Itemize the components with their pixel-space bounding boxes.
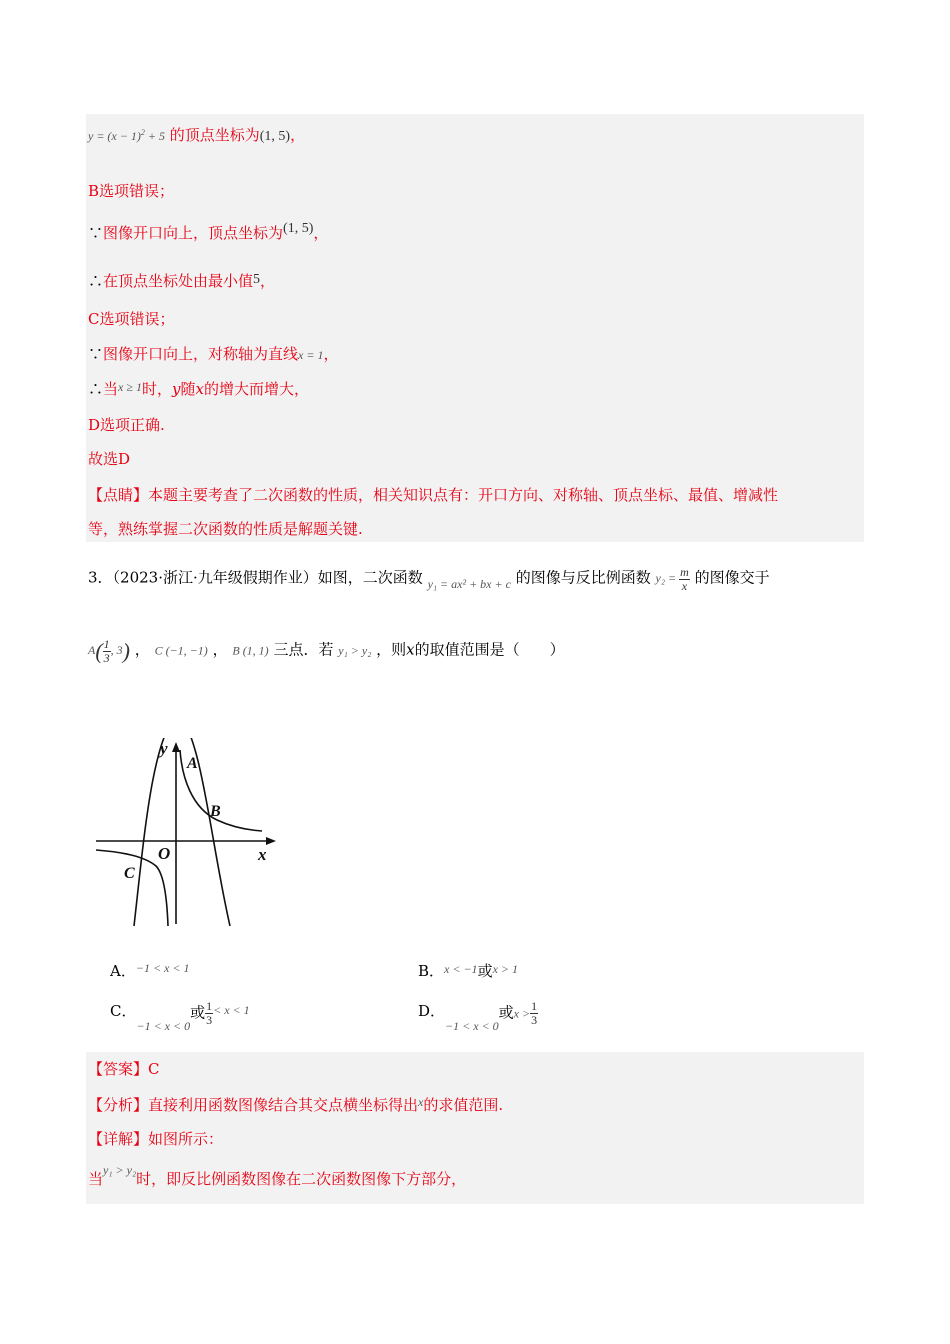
question-source: （2023·浙江·九年级假期作业） — [112, 568, 318, 587]
function-graph — [92, 738, 282, 928]
question-line-1: 3．（2023·浙江·九年级假期作业）如图，二次函数 $_{y_1 = ax^2 + bx + c}$ 的图像与反比例函数 y₂ = $\frac{m}{x}$ 的图像交于 — [88, 565, 770, 593]
equation-vertex-form: $y = (x - 1)^2 + 5$ — [88, 128, 165, 143]
point-c: C (−1, −1) — [154, 643, 208, 658]
point-b: B (1, 1) — [232, 643, 269, 658]
solution-line-5: C选项错误； — [88, 310, 175, 328]
comment-line-2: 等，熟练掌握二次函数的性质是解题关键. — [88, 520, 363, 538]
option-c[interactable]: C．$_{-1 < x < 0}$或 $\frac{1}{3}$ $^{< x < 1}$ — [110, 999, 250, 1033]
solution-line-4: ∴在顶点坐标处由最小值5， — [88, 272, 276, 290]
analysis-line: 【分析】直接利用函数图像结合其交点横坐标得出$^x$的求值范围. — [88, 1095, 504, 1114]
quadratic-function: y₁ = ax² + bx + c — [427, 577, 511, 592]
detail-line: 【详解】如图所示： — [88, 1130, 224, 1148]
y-axis-label: y — [160, 739, 168, 758]
answer-label: 【答案】 — [88, 1060, 149, 1078]
vertex-coordinate: (1, 5) — [259, 129, 291, 144]
y-axis-arrow-icon — [172, 742, 180, 752]
point-b-label: B — [210, 803, 221, 820]
solution-line-1: $y = (x - 1)^2 + 5$ 的顶点坐标为(1, 5)， — [88, 126, 306, 144]
therefore-symbol: ∴ — [88, 272, 104, 290]
solution-line-2: B选项错误； — [88, 182, 175, 200]
comment-label: 【点睛】 — [88, 486, 149, 504]
option-d[interactable]: D．$_{-1 < x < 0}$或x > $\frac{1}{3}$ — [418, 999, 538, 1033]
solution-line-3: ∵图像开口向上，顶点坐标为(1, 5)， — [88, 221, 329, 242]
point-a: A( $\frac{1}{3}$ , 3) — [88, 637, 130, 665]
solution-line-8: D选项正确. — [88, 416, 165, 434]
point-a-label: A — [187, 755, 198, 772]
x-axis-label: x — [258, 845, 267, 864]
comment-line-1: 【点睛】本题主要考查了二次函数的性质，相关知识点有：开口方向、对称轴、顶点坐标、最值、增减性 — [88, 486, 779, 504]
solution-line-9: 故选D — [88, 450, 131, 468]
question-line-2: A( $\frac{1}{3}$ , 3) ， C (−1, −1) ， B (1, 1) 三点．若 y₁ > y₂ ，则x的取值范围是（ ） — [88, 637, 565, 665]
option-b[interactable]: B．$^{x < -1}$或$^{x > 1}$ — [418, 962, 519, 980]
origin-label: O — [158, 844, 171, 863]
detail-line-2: 当$^{y_1 > y_2}$时，即反比例函数图像在二次函数图像下方部分， — [88, 1163, 467, 1188]
answer-value: C — [148, 1060, 160, 1078]
question-number: 3． — [88, 568, 113, 587]
detail-label: 【详解】 — [88, 1130, 149, 1148]
solution-box-top — [86, 114, 864, 542]
option-a[interactable]: A．$^{-1 < x < 1}$ — [110, 961, 190, 980]
x-axis-arrow-icon — [266, 837, 276, 845]
solution-line-6: ∵图像开口向上，对称轴为直线x = 1， — [88, 345, 339, 363]
analysis-label: 【分析】 — [88, 1096, 149, 1114]
answer-line — [88, 1058, 160, 1079]
inverse-function: y₂ = $\frac{m}{x}$ — [655, 565, 689, 593]
solution-line-7: ∴当$^{x \ge 1}$时，y随x的增大而增大， — [88, 380, 309, 398]
because-symbol: ∵ — [88, 224, 104, 242]
point-c-label: C — [124, 865, 135, 882]
